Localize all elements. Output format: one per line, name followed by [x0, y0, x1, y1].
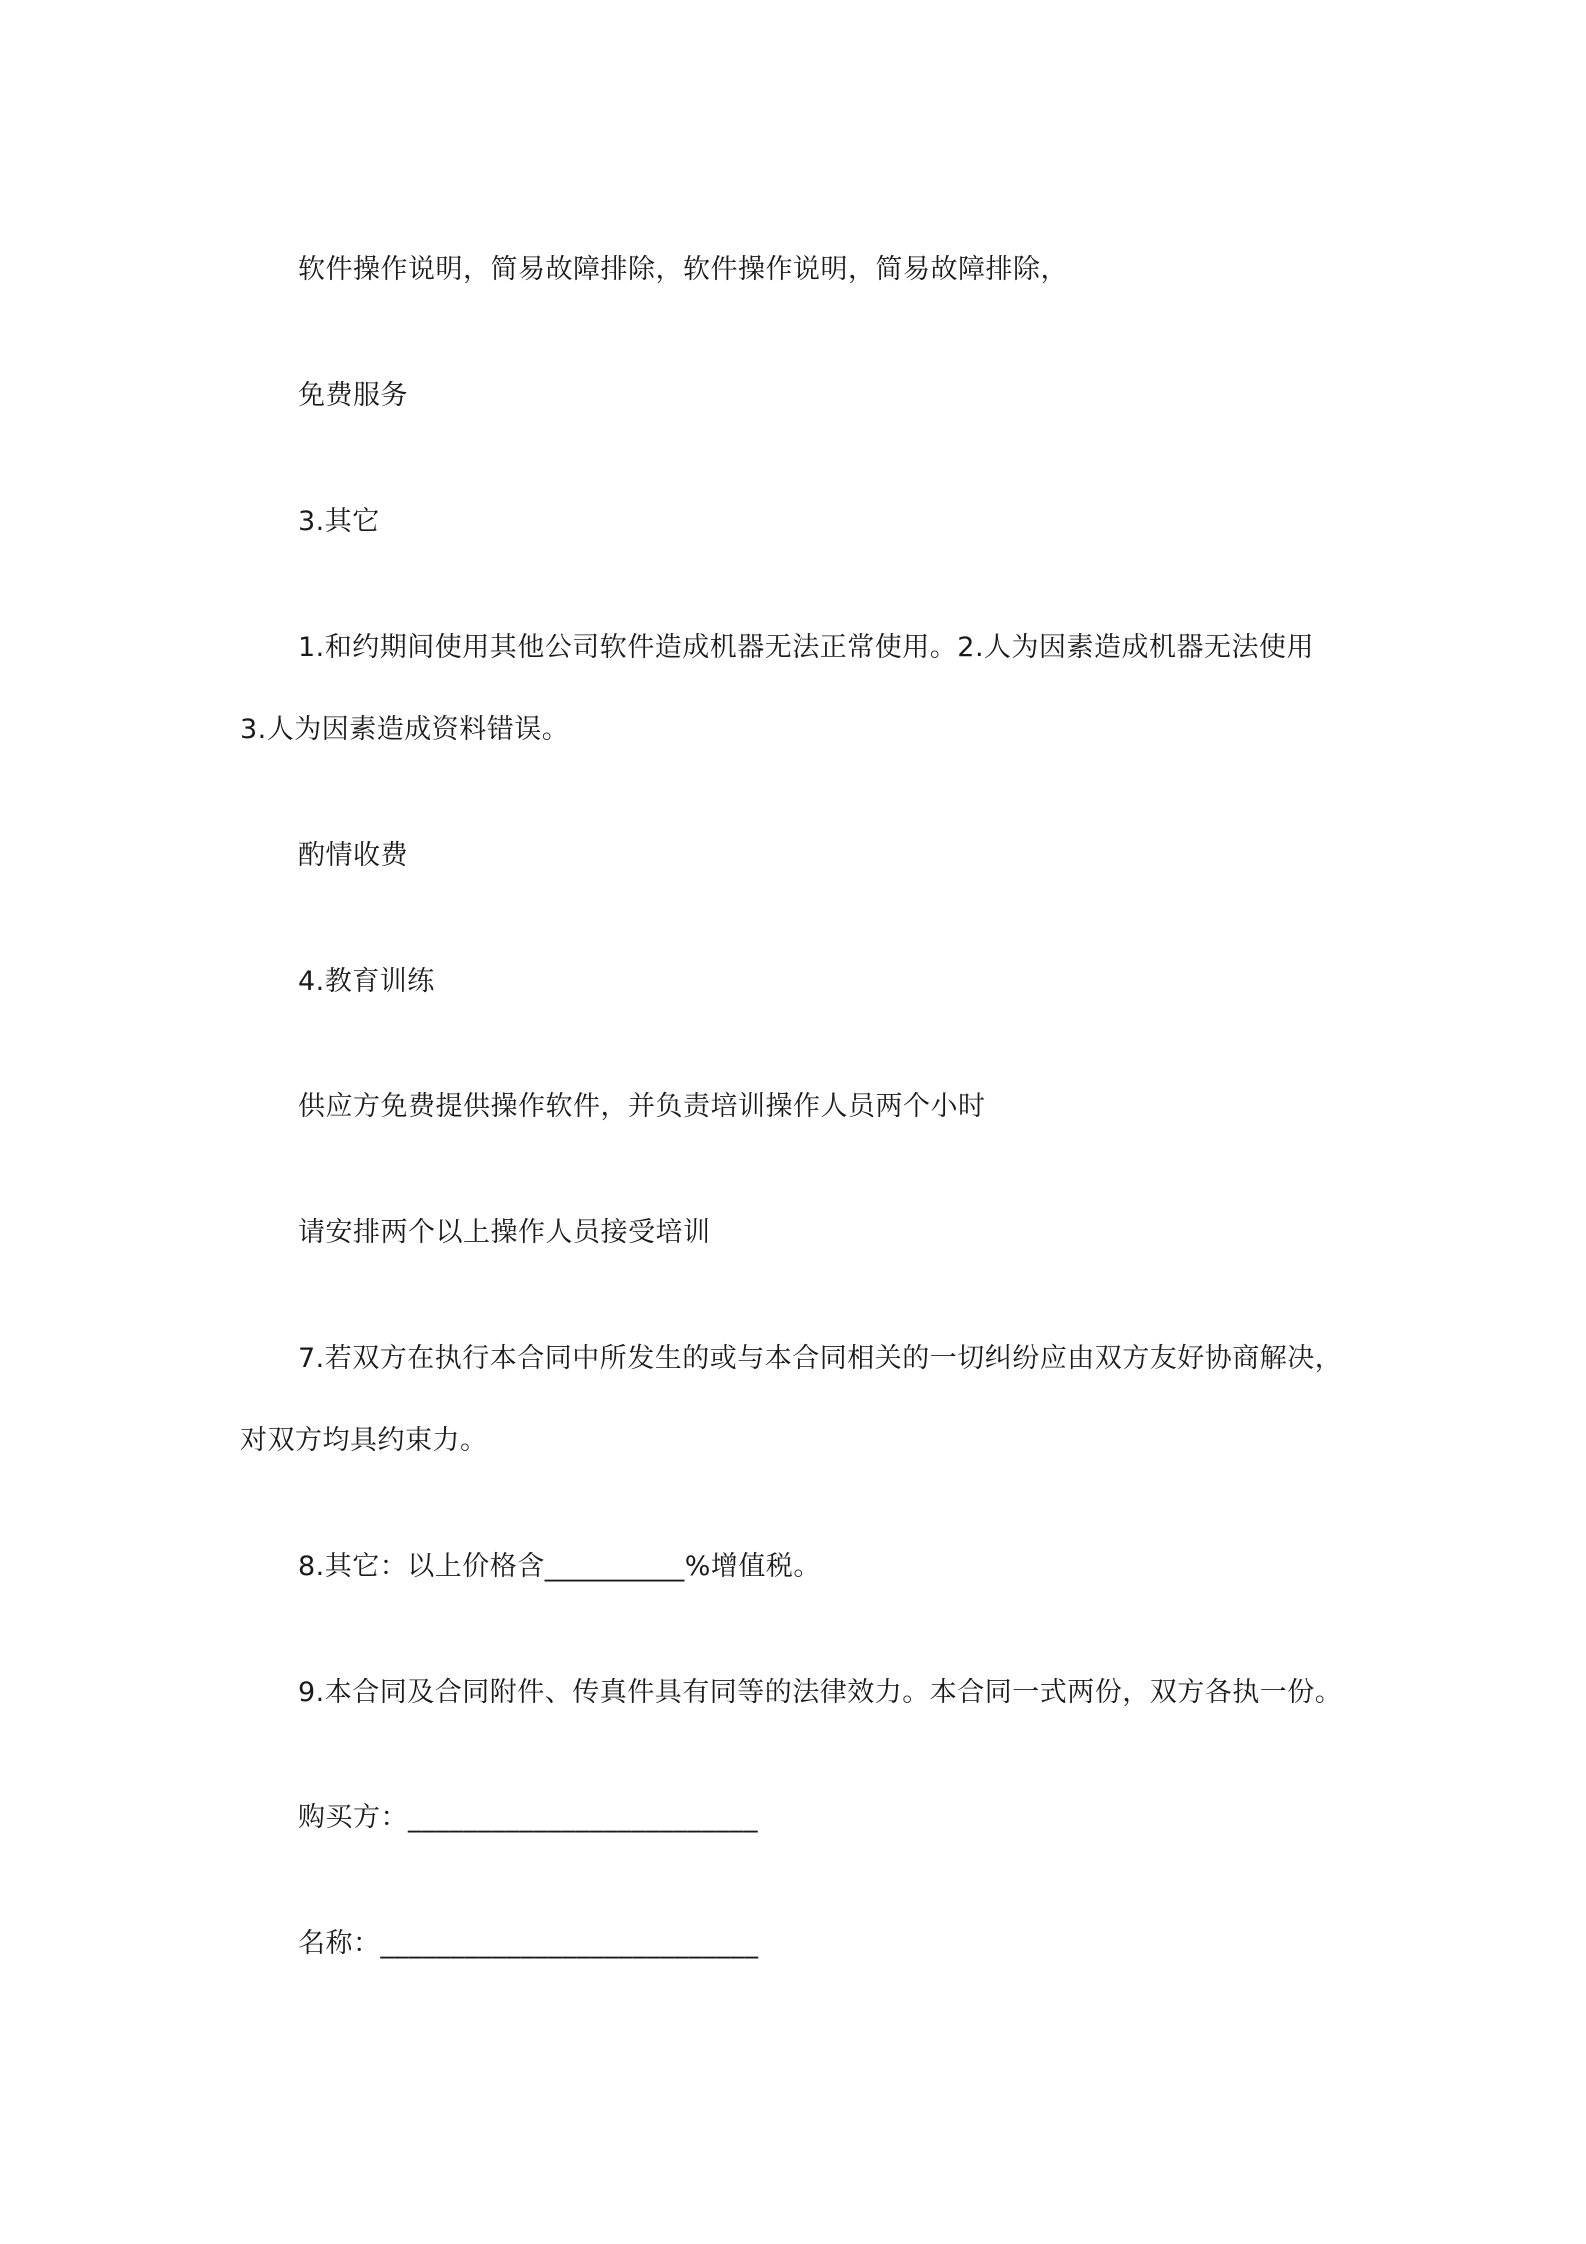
- paragraph-charge-as-appropriate: 酌情收费: [298, 840, 408, 871]
- clause-8: 8.其它：以上价格含__________%增值税。: [298, 1551, 821, 1582]
- paragraph-exclusions-line-1: 1.和约期间使用其他公司软件造成机器无法正常使用。2.人为因素造成机器无法使用: [298, 632, 1315, 663]
- buyer-signature-line: 购买方：_________________________: [298, 1802, 758, 1833]
- paragraph-free-service: 免费服务: [298, 380, 408, 411]
- section-heading-training: 4.教育训练: [298, 966, 435, 997]
- paragraph-training-provided: 供应方免费提供操作软件，并负责培训操作人员两个小时: [298, 1091, 986, 1122]
- clause-7-line-2: 对双方均具约束力。: [240, 1425, 488, 1456]
- section-heading-other: 3.其它: [298, 506, 380, 537]
- paragraph-software-instructions: 软件操作说明，简易故障排除，软件操作说明，简易故障排除，: [298, 254, 1068, 285]
- paragraph-training-arrange: 请安排两个以上操作人员接受培训: [298, 1217, 711, 1248]
- paragraph-exclusions-line-2: 3.人为因素造成资料错误。: [240, 714, 570, 745]
- clause-9: 9.本合同及合同附件、传真件具有同等的法律效力。本合同一式两份，双方各执一份。: [298, 1677, 1343, 1708]
- clause-7-line-1: 7.若双方在执行本合同中所发生的或与本合同相关的一切纠纷应由双方友好协商解决，: [298, 1343, 1343, 1374]
- name-signature-line: 名称：___________________________: [298, 1928, 759, 1959]
